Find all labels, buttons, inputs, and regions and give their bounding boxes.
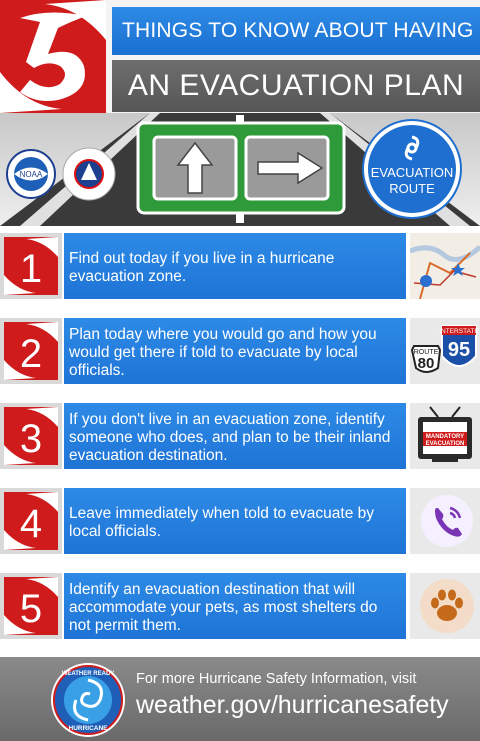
- svg-text:WEATHER READY: WEATHER READY: [61, 671, 115, 677]
- tip-number-badge: [0, 488, 62, 554]
- route-sign-line1: EVACUATION: [370, 165, 454, 180]
- svg-text:5: 5: [19, 587, 43, 631]
- highway-signs-icon: [410, 318, 480, 384]
- tip-text: Plan today where you would go and how you would get there if told to evacuate by local officials.: [64, 318, 406, 384]
- tip-number-badge: [0, 318, 62, 384]
- nws-logo: [62, 147, 116, 201]
- tip-text: Identify an evacuation destination that will accommodate your pets, as most shelters do not permit them.: [64, 573, 406, 639]
- tip-text: Leave immediately when told to evacuate by local officials.: [64, 488, 406, 554]
- road-banner: [0, 113, 480, 226]
- noaa-logo: [6, 149, 56, 199]
- svg-text:1: 1: [19, 247, 43, 291]
- footer-url-link[interactable]: weather.gov/hurricanesafety: [136, 691, 449, 719]
- paw-icon: [410, 573, 480, 639]
- footer: [0, 657, 480, 741]
- tip-4: [0, 488, 480, 554]
- tv-icon: [410, 403, 480, 469]
- title-top: THINGS TO KNOW ABOUT HAVING: [112, 7, 480, 55]
- svg-text:INTERSTATE: INTERSTATE: [439, 328, 479, 335]
- tip-number-badge: [0, 573, 62, 639]
- svg-text:4: 4: [19, 502, 43, 546]
- svg-text:EVACUATION: EVACUATION: [425, 441, 465, 447]
- svg-text:3: 3: [19, 417, 43, 461]
- svg-text:95: 95: [447, 339, 471, 361]
- svg-text:HURRICANE: HURRICANE: [68, 725, 108, 732]
- svg-text:ROUTE: ROUTE: [413, 349, 439, 356]
- footer-info-text: For more Hurricane Safety Information, visit: [136, 671, 417, 687]
- evacuation-route-sign: [364, 121, 460, 217]
- hurricane-icon: [399, 135, 425, 161]
- map-icon: [410, 233, 480, 299]
- svg-text:80: 80: [417, 355, 435, 372]
- tip-1: [0, 233, 480, 299]
- big-five-logo: [0, 0, 106, 113]
- tip-number-badge: [0, 233, 62, 299]
- tip-5: [0, 573, 480, 639]
- weather-ready-hurricane-logo: [50, 662, 126, 738]
- route-sign-line2: ROUTE: [389, 181, 435, 196]
- tip-text: Find out today if you live in a hurricane evacuation zone.: [64, 233, 406, 299]
- page-title: AN EVACUATION PLAN: [112, 60, 480, 112]
- svg-text:NOAA: NOAA: [19, 170, 43, 179]
- tip-number-badge: [0, 403, 62, 469]
- tip-3: [0, 403, 480, 469]
- tip-2: [0, 318, 480, 384]
- svg-text:MANDATORY: MANDATORY: [425, 434, 465, 440]
- tip-text: If you don't live in an evacuation zone, identify someone who does, and plan to be their inland evacuation destination.: [64, 403, 406, 469]
- header: [0, 0, 480, 113]
- svg-text:2: 2: [19, 332, 43, 376]
- phone-icon: [410, 488, 480, 554]
